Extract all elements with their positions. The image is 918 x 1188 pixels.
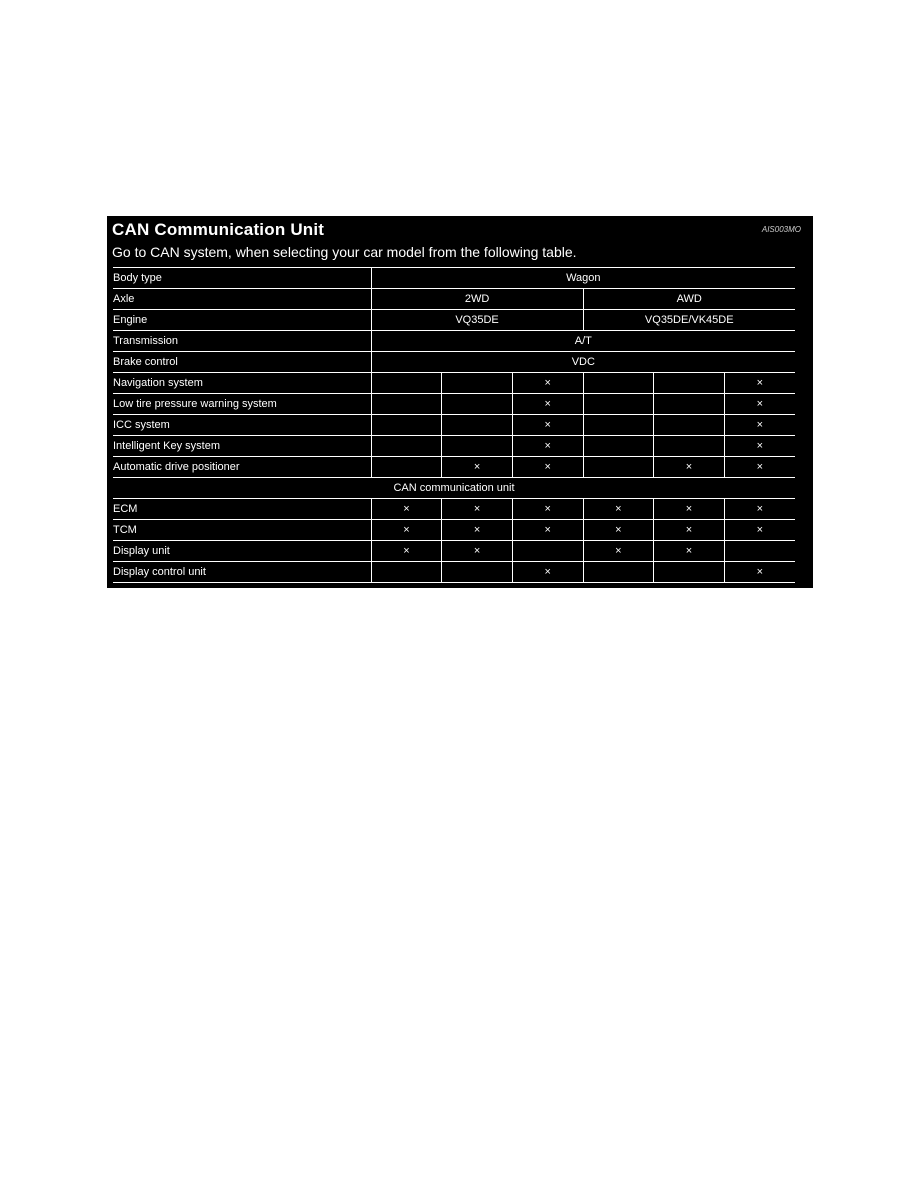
table-row — [113, 436, 795, 457]
row-label: Display unit — [113, 545, 170, 557]
spec-value-cell: Wagon — [371, 268, 795, 289]
spec-value-cell: 2WD — [371, 289, 583, 310]
check-cell-empty — [371, 436, 442, 457]
check-cell-marked: × — [724, 373, 795, 394]
section-banner-label: CAN communication unit — [393, 482, 515, 494]
row-label: Brake control — [113, 356, 178, 368]
check-cell-empty — [724, 541, 795, 562]
document-code: AIS003MO — [761, 225, 801, 234]
instruction-text: Go to CAN system, when selecting your car model from the following table. — [112, 244, 577, 260]
check-cell-marked: × — [371, 499, 442, 520]
spec-value-cell: AWD — [583, 289, 795, 310]
row-label: Low tire pressure warning system — [113, 398, 277, 410]
check-cell-empty — [583, 436, 654, 457]
check-cell-marked: × — [512, 457, 583, 478]
check-cell-empty — [583, 415, 654, 436]
row-label: Axle — [113, 293, 135, 305]
row-label: Navigation system — [113, 377, 203, 389]
check-cell-marked: × — [442, 457, 513, 478]
table-row — [113, 289, 795, 310]
check-cell-empty — [654, 562, 725, 583]
check-cell-empty — [371, 373, 442, 394]
table-row — [113, 457, 795, 478]
table-row — [113, 394, 795, 415]
check-cell-marked: × — [371, 541, 442, 562]
check-cell-marked: × — [512, 520, 583, 541]
check-cell-empty — [583, 562, 654, 583]
check-cell-empty — [583, 457, 654, 478]
check-cell-marked: × — [724, 562, 795, 583]
check-cell-marked: × — [724, 394, 795, 415]
table-row — [113, 520, 795, 541]
check-cell-marked: × — [654, 520, 725, 541]
check-cell-marked: × — [724, 499, 795, 520]
check-cell-empty — [512, 541, 583, 562]
spec-value-cell: A/T — [371, 331, 795, 352]
spec-value-cell: VQ35DE/VK45DE — [583, 310, 795, 331]
check-cell-empty — [654, 415, 725, 436]
row-label: Engine — [113, 314, 148, 326]
can-communication-panel — [107, 216, 813, 588]
check-cell-empty — [442, 436, 513, 457]
page-title: CAN Communication Unit — [112, 220, 325, 239]
check-cell-empty — [654, 394, 725, 415]
check-cell-empty — [371, 394, 442, 415]
check-cell-marked: × — [442, 499, 513, 520]
check-cell-marked: × — [654, 457, 725, 478]
spec-value-cell: VDC — [371, 352, 795, 373]
check-cell-marked: × — [654, 499, 725, 520]
row-label: Transmission — [113, 335, 178, 347]
table-row — [113, 310, 795, 331]
check-cell-empty — [442, 394, 513, 415]
check-cell-marked: × — [371, 520, 442, 541]
check-cell-marked: × — [442, 541, 513, 562]
row-label: TCM — [113, 524, 137, 536]
check-cell-empty — [654, 373, 725, 394]
row-label: Body type — [113, 272, 162, 284]
check-cell-empty — [583, 373, 654, 394]
check-cell-marked: × — [724, 415, 795, 436]
model-selection-table — [113, 267, 795, 583]
row-label: ICC system — [113, 419, 170, 431]
row-label: ECM — [113, 503, 138, 515]
row-label: Automatic drive positioner — [113, 461, 240, 473]
check-cell-marked: × — [724, 436, 795, 457]
check-cell-marked: × — [583, 541, 654, 562]
check-cell-empty — [583, 394, 654, 415]
table-row — [113, 541, 795, 562]
check-cell-empty — [371, 562, 442, 583]
check-cell-marked: × — [512, 415, 583, 436]
check-cell-empty — [442, 562, 513, 583]
table-row — [113, 352, 795, 373]
check-cell-marked: × — [512, 394, 583, 415]
check-cell-empty — [371, 415, 442, 436]
table-row — [113, 478, 795, 499]
check-cell-marked: × — [512, 436, 583, 457]
check-cell-marked: × — [724, 457, 795, 478]
check-cell-empty — [654, 436, 725, 457]
check-cell-marked: × — [654, 541, 725, 562]
table-row — [113, 499, 795, 520]
check-cell-marked: × — [583, 520, 654, 541]
row-label: Intelligent Key system — [113, 440, 220, 452]
check-cell-marked: × — [724, 520, 795, 541]
check-cell-empty — [442, 373, 513, 394]
table-row — [113, 562, 795, 583]
check-cell-empty — [371, 457, 442, 478]
check-cell-empty — [442, 415, 513, 436]
table-row — [113, 415, 795, 436]
table-row — [113, 331, 795, 352]
panel-header — [107, 216, 813, 240]
check-cell-marked: × — [442, 520, 513, 541]
table-row — [113, 268, 795, 289]
spec-value-cell: VQ35DE — [371, 310, 583, 331]
row-label: Display control unit — [113, 566, 206, 578]
table-row — [113, 373, 795, 394]
check-cell-marked: × — [512, 373, 583, 394]
check-cell-marked: × — [512, 562, 583, 583]
check-cell-marked: × — [583, 499, 654, 520]
check-cell-marked: × — [512, 499, 583, 520]
